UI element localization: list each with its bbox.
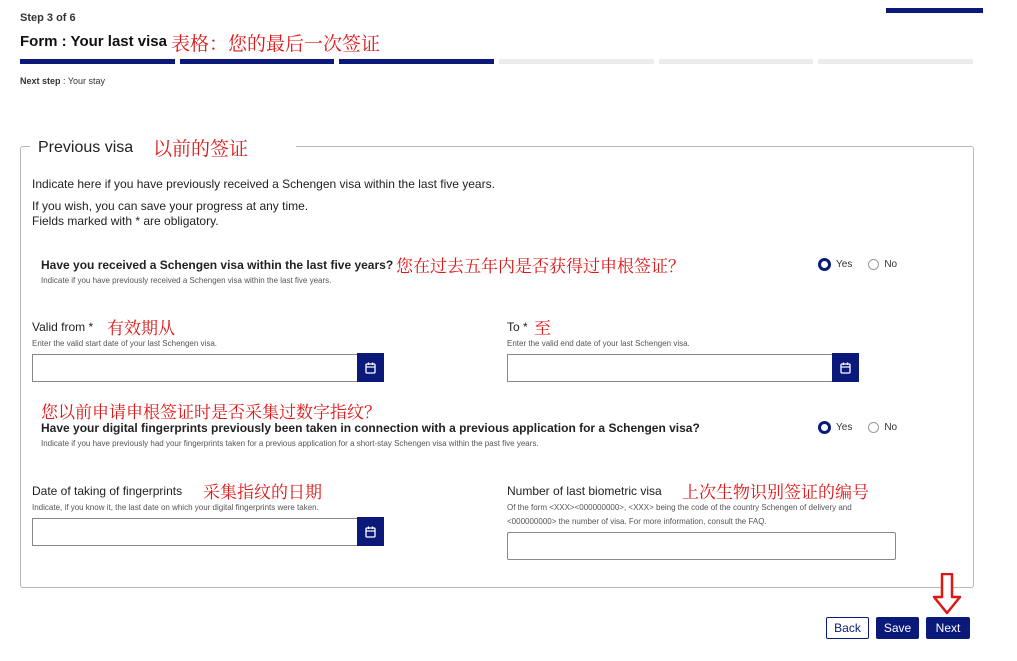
valid-from-annotation: 有效期从 [107, 319, 175, 339]
save-note: If you wish, you can save your progress at any time. [32, 199, 309, 213]
visa-number-annotation: 上次生物识别签证的编号 [682, 483, 869, 503]
progress-segment-3 [339, 59, 494, 64]
visa-no-radio[interactable] [868, 259, 879, 270]
obligatory-note: Fields marked with * are obligatory. [32, 214, 219, 228]
step-progress-bar [20, 59, 973, 64]
valid-from-calendar-button[interactable] [357, 353, 384, 382]
visa-yes-label: Yes [836, 259, 853, 270]
next-step-label: Next step [20, 76, 61, 86]
fingerprint-date-calendar-button[interactable] [357, 517, 384, 546]
fingerprints-yes-label: Yes [836, 422, 853, 433]
progress-segment-4 [499, 59, 654, 64]
visa-question-radio-group [818, 258, 907, 271]
fingerprints-no-option[interactable] [868, 422, 897, 433]
calendar-icon [840, 362, 851, 374]
step-counter: Step 3 of 6 [20, 12, 76, 24]
calendar-icon [365, 526, 376, 538]
visa-question-hint: Indicate if you have previously received a Schengen visa within the last five years. [41, 276, 332, 285]
visa-number-hint-line1: Of the form <XXX><000000000>, <XXX> being the code of the country Schengen of delivery and [507, 503, 852, 512]
section-legend: Previous visa [38, 139, 134, 156]
top-accent-bar [886, 8, 983, 13]
page-title-annotation: 表格：您的最后一次签证 [171, 33, 381, 55]
calendar-icon [365, 362, 376, 374]
visa-no-option[interactable] [868, 259, 897, 270]
back-button[interactable]: Back [826, 617, 869, 639]
visa-yes-option[interactable] [818, 258, 852, 271]
visa-number-hint-line2: <000000000> the number of visa. For more information, consult the FAQ. [507, 517, 767, 526]
fingerprints-no-radio[interactable] [868, 422, 879, 433]
section-legend-annotation: 以前的签证 [153, 138, 249, 160]
progress-segment-6 [818, 59, 973, 64]
valid-to-input[interactable] [507, 354, 833, 382]
fingerprints-question-radio-group [818, 421, 907, 434]
valid-from-label: Valid from * [32, 320, 94, 334]
next-button[interactable]: Next [926, 617, 970, 639]
fingerprints-question-hint: Indicate if you have previously had your fingerprints taken for a previous application for a short-stay Schengen visa within the past five years. [41, 439, 539, 448]
page-title: Form : Your last visa [20, 33, 167, 50]
valid-from-input[interactable] [32, 354, 358, 382]
valid-from-hint: Enter the valid start date of your last Schengen visa. [32, 339, 217, 348]
progress-segment-1 [20, 59, 175, 64]
visa-yes-radio[interactable] [818, 258, 831, 271]
fingerprints-yes-radio[interactable] [818, 421, 831, 434]
fingerprint-date-label: Date of taking of fingerprints [32, 484, 183, 498]
fingerprint-date-hint: Indicate, if you know it, the last date on which your digital fingerprints were taken. [32, 503, 319, 512]
visa-question-annotation: 您在过去五年内是否获得过申根签证？ [396, 257, 685, 277]
fingerprints-question-label: Have your digital fingerprints previously been taken in connection with a previous application for a Schengen visa? [41, 421, 700, 435]
progress-segment-2 [180, 59, 335, 64]
progress-segment-5 [659, 59, 814, 64]
next-step-value: : Your stay [60, 76, 106, 86]
visa-number-label: Number of last biometric visa [507, 484, 662, 498]
section-intro: Indicate here if you have previously received a Schengen visa within the last five years. [32, 177, 495, 191]
save-button[interactable]: Save [876, 617, 919, 639]
valid-to-hint: Enter the valid end date of your last Schengen visa. [507, 339, 690, 348]
fingerprints-question-annotation: 您以前申请申根签证时是否采集过数字指纹？ [41, 403, 381, 423]
fingerprint-date-annotation: 采集指纹的日期 [203, 483, 322, 503]
fingerprints-no-label: No [884, 422, 898, 433]
valid-to-annotation: 至 [534, 319, 551, 339]
visa-question-label: Have you received a Schengen visa within the last five years? [41, 258, 394, 272]
fingerprint-date-input[interactable] [32, 518, 358, 546]
fingerprints-yes-option[interactable] [818, 421, 852, 434]
valid-to-calendar-button[interactable] [832, 353, 859, 382]
down-arrow-icon [932, 573, 962, 615]
next-step-indicator [20, 76, 105, 86]
visa-no-label: No [884, 259, 898, 270]
visa-number-input[interactable] [507, 532, 896, 560]
valid-to-label: To * [507, 320, 528, 334]
